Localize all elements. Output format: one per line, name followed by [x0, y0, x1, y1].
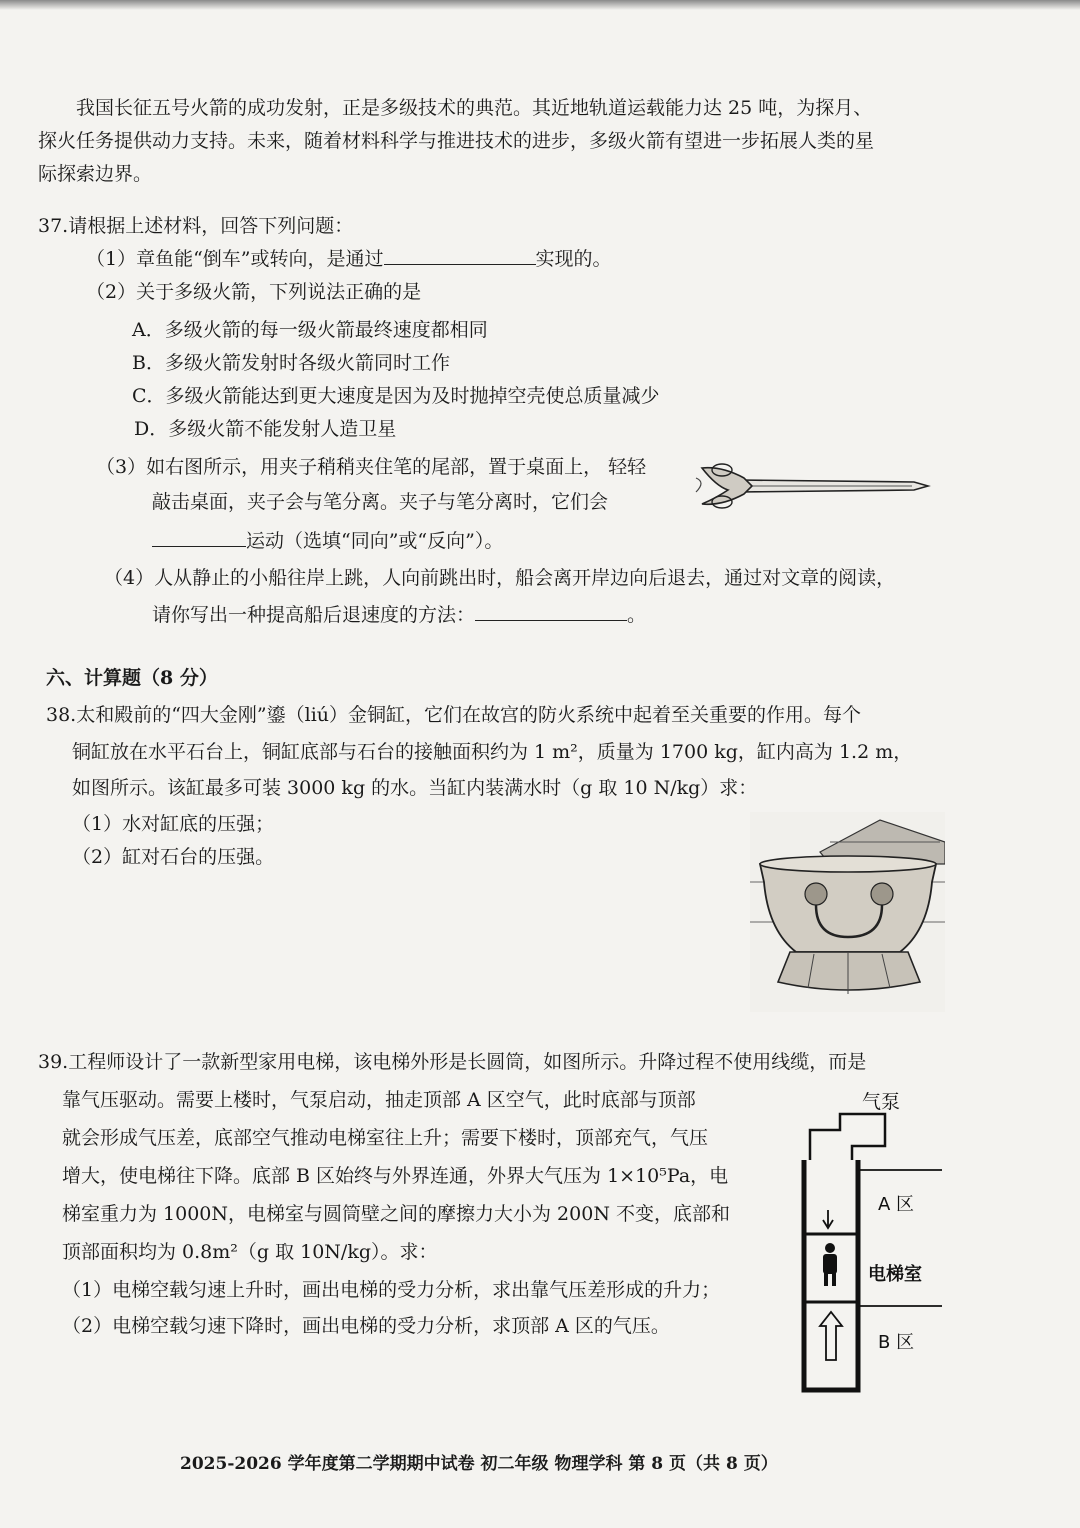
lion-head-right	[871, 883, 893, 905]
elevator-tube	[804, 1160, 858, 1390]
cabin-label: 电梯室	[868, 1264, 922, 1285]
q39-line-1: 39.工程师设计了一款新型家用电梯，该电梯外形是长圆筒，如图所示。升降过程不使用线缆，而是	[38, 1051, 867, 1073]
lion-head-left	[805, 883, 827, 905]
binder-clip	[702, 468, 752, 505]
q37-part4-post: 。	[627, 604, 647, 626]
q37-option-b: B．多级火箭发射时各级火箭同时工作	[132, 352, 450, 374]
q37-part2: （2）关于多级火箭，下列说法正确的是	[86, 281, 422, 303]
pump-label: 气泵	[862, 1091, 901, 1113]
pump-pipe	[810, 1114, 885, 1160]
q37-option-d: D．多级火箭不能发射人造卫星	[134, 418, 397, 440]
q37-option-c: C．多级火箭能达到更大速度是因为及时抛掉空壳使总质量减少	[132, 385, 660, 407]
q37-option-a: A．多级火箭的每一级火箭最终速度都相同	[132, 319, 488, 341]
pen-clip-illustration	[692, 458, 932, 510]
q37-part3-post: 运动（选填“同向”或“反向”）。	[246, 530, 504, 552]
answer-blank-1[interactable]	[384, 246, 536, 265]
q37-part4-line2	[152, 602, 646, 627]
q38-line-1: 38.太和殿前的“四大金刚”鎏（liú）金铜缸，它们在故宫的防火系统中起着至关重要的作用。每个	[46, 704, 862, 726]
up-arrow-icon	[820, 1312, 842, 1360]
q39-line-6: 顶部面积均为 0.8m²（g 取 10N/kg）。求：	[62, 1241, 438, 1263]
answer-blank-3[interactable]	[475, 602, 627, 621]
intro-line-1: 我国长征五号火箭的成功发射，正是多级技术的典范。其近地轨道运载能力达 25 吨，为探月、	[76, 97, 873, 119]
q39-line-3: 就会形成气压差，底部空气推动电梯室往上升；需要下楼时，顶部充气，气压	[62, 1127, 709, 1149]
bronze-vat-illustration	[750, 812, 945, 1012]
q39-sub-1: （1）电梯空载匀速上升时，画出电梯的受力分析，求出靠气压差形成的升力；	[62, 1279, 721, 1301]
q37-part4-line1: （4）人从静止的小船往岸上跳，人向前跳出时，船会离开岸边向后退去，通过对文章的阅读，	[104, 567, 896, 589]
q38-line-2: 铜缸放在水平石台上，铜缸底部与石台的接触面积约为 1 m²，质量为 1700 kg，缸内高为 1.2 m，	[72, 741, 913, 763]
section-6-title: 六、计算题（8 分）	[46, 667, 218, 689]
page-footer: 2025-2026 学年度第二学期期中试卷 初二年级 物理学科 第 8 页（共 8 页）	[180, 1454, 778, 1474]
q37-part1	[86, 246, 612, 271]
q37-part3-line1: （3）如右图所示，用夹子稍稍夹住笔的尾部，置于桌面上， 轻轻	[96, 456, 647, 478]
q39-sub-2: （2）电梯空载匀速下降时，画出电梯的受力分析，求顶部 A 区的气压。	[62, 1315, 670, 1337]
person-icon	[823, 1243, 837, 1286]
q38-sub-2: （2）缸对石台的压强。	[72, 846, 275, 868]
intro-line-2: 探火任务提供动力支持。未来，随着材料科学与推进技术的进步，多级火箭有望进一步拓展人类的星	[38, 130, 875, 152]
stone-base	[778, 952, 920, 990]
q37-part3-line3	[152, 528, 503, 553]
q37-stem: 37.请根据上述材料，回答下列问题：	[38, 215, 354, 237]
elevator-diagram	[790, 1088, 950, 1398]
scan-top-shadow	[0, 0, 1080, 10]
q37-part1-pre: （1）章鱼能“倒车”或转向，是通过	[86, 248, 384, 270]
q38-line-3: 如图所示。该缸最多可装 3000 kg 的水。当缸内装满水时（g 取 10 N/kg）求：	[72, 777, 758, 799]
q37-part1-post: 实现的。	[535, 248, 612, 270]
q38-sub-1: （1）水对缸底的压强；	[72, 813, 275, 835]
intro-line-3: 际探索边界。	[38, 163, 153, 185]
zone-a-label: A 区	[878, 1194, 915, 1215]
q37-part3-line2: 敲击桌面，夹子会与笔分离。夹子与笔分离时，它们会	[152, 491, 609, 513]
answer-blank-2[interactable]	[152, 528, 246, 547]
zone-b-label: B 区	[878, 1332, 915, 1353]
q39-line-2: 靠气压驱动。需要上楼时，气泵启动，抽走顶部 A 区空气，此时底部与顶部	[62, 1089, 696, 1111]
down-arrow-icon	[823, 1210, 833, 1228]
q39-line-5: 梯室重力为 1000N，电梯室与圆筒壁之间的摩擦力大小为 200N 不变，底部和	[62, 1203, 730, 1225]
q37-part4-pre: 请你写出一种提高船后退速度的方法：	[152, 604, 476, 626]
q39-line-4: 增大，使电梯往下降。底部 B 区始终与外界连通，外界大气压为 1×10⁵Pa，电	[62, 1165, 729, 1187]
